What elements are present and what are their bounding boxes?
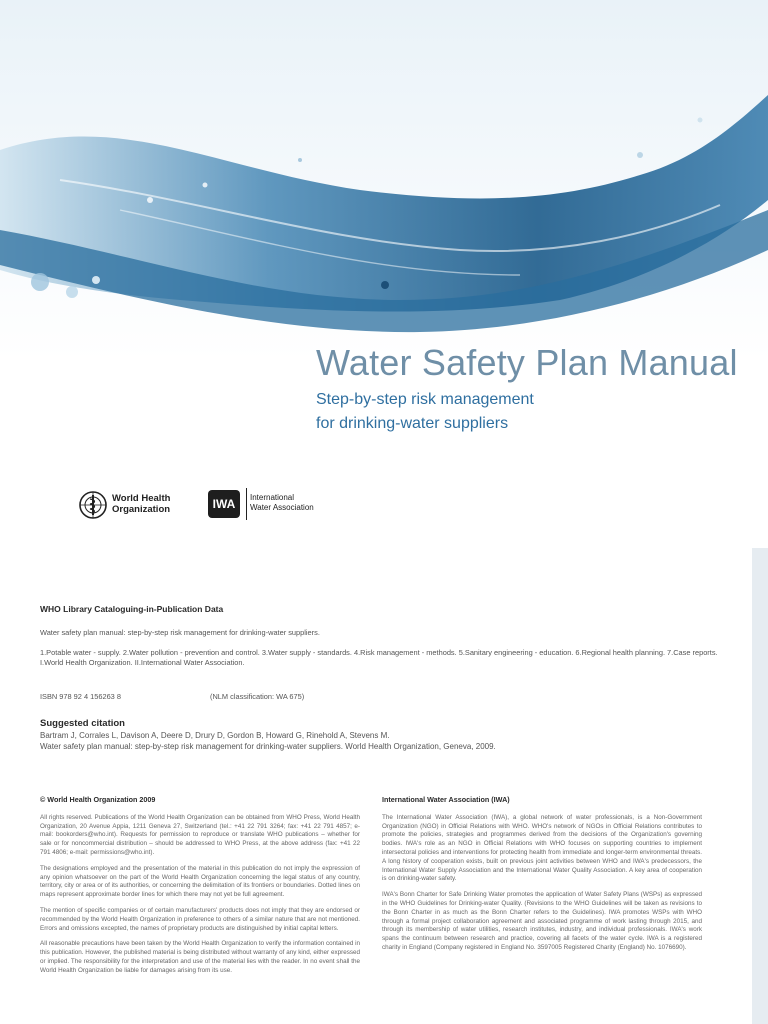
catalog-isbn-line xyxy=(40,692,720,702)
who-logo-text: World Health Organization xyxy=(112,493,171,515)
page-fold-edge xyxy=(752,548,768,1024)
citation-authors: Bartram J, Corrales L, Davison A, Deere D, Drury D, Gordon B, Howard G, Rinehold A, Stevens M. xyxy=(40,731,390,740)
document-title: Water Safety Plan Manual xyxy=(316,342,738,383)
who-copyright-paragraph: The mention of specific companies or of certain manufacturers' products does not imply that they are endorsed or recommended by the World Health Organization in preference to others of a similar nature that are not mentioned. Errors and omissions excepted, the names of proprietary products are distinguished by initial capital letters. xyxy=(40,906,360,932)
who-logo xyxy=(78,488,188,522)
who-copyright-paragraph: All rights reserved. Publications of the World Health Organization can be obtained from WHO Press, World Health Organization, 20 Avenue Appia, 1211 Geneva 27, Switzerland (tel.: +41 22 791 3264; fax: +41 22 791 4857; e-mail: bookorders@who.int). Requests for permission to reproduce or translate WHO publications – whether for sale or for noncommercial distribution – should be addressed to WHO Press, at the above address (fax: +41 22 791 4806; e-mail: permissions@who.int). xyxy=(40,813,360,856)
document-subtitle xyxy=(316,388,534,436)
citation-heading: Suggested citation xyxy=(40,718,125,729)
isbn: ISBN 978 92 4 156263 8 xyxy=(40,692,121,701)
cataloguing-data xyxy=(40,604,720,702)
subtitle-line-2: for drinking-water suppliers xyxy=(316,415,509,432)
who-copyright-heading: © World Health Organization 2009 xyxy=(40,795,156,804)
who-copyright-paragraph: The designations employed and the presentation of the material in this publication do not imply the expression of any opinion whatsoever on the part of the World Health Organization concerning the legal status of any country, territory, city or area or of its authorities, or concerning the delimitation of its frontiers or boundaries. Dotted lines on maps represent approximate border lines for which there may not yet be full agreement. xyxy=(40,864,360,899)
suggested-citation xyxy=(40,718,730,752)
iwa-logo-divider xyxy=(246,488,247,520)
catalog-entry: Water safety plan manual: step-by-step risk management for drinking-water suppliers. xyxy=(40,628,320,637)
who-copyright-paragraph: All reasonable precautions have been taken by the World Health Organization to verify the information contained in this publication. However, the published material is being distributed without warranty of any kind, either expressed or implied. The responsibility for the interpretation and use of the material lies with the reader. In no event shall the World Health Organization be liable for damages arising from its use. xyxy=(40,940,360,974)
iwa-logo xyxy=(208,488,328,522)
water-wave-image xyxy=(0,0,768,360)
iwa-info-paragraph: The International Water Association (IWA), a global network of water professionals, is a Non-Government Organization (NGO) in Official Relations with WHO. WHO's network of NGOs in Official Relations contributes to promote the policies, strategies and programmes derived from the decisions of the Organization's governing bodies. IWA's role as an NGO in Official Relations with WHO focuses on supporting countries to implement intersectoral policies and interventions for protecting health from immediate and longer-term environmental threats. A long history of cooperation exists, built on previous joint activities between WHO and IWA's predecessors, the International Water Supply Association and the International Water Quality Association. A key area of cooperation is on drinking-water safety. xyxy=(382,813,702,883)
citation-title: Water safety plan manual: step-by-step risk management for drinking-water suppliers. World Health Organization, Geneva, 2009. xyxy=(40,742,496,751)
catalog-subjects: 1.Potable water - supply. 2.Water pollution - prevention and control. 3.Water supply - standards. 4.Risk management - methods. 5.Sanitary engineering - education. 6.Regional health planning. 7.Case reports. I.World Health Organization. II.International Water Association. xyxy=(40,648,718,667)
iwa-info-column xyxy=(382,796,702,960)
subtitle-line-1: Step-by-step risk management xyxy=(316,391,534,408)
iwa-info-heading: International Water Association (IWA) xyxy=(382,795,510,804)
who-emblem-icon xyxy=(78,490,108,520)
iwa-mark-icon: IWA xyxy=(208,490,240,518)
iwa-info-paragraph: IWA's Bonn Charter for Safe Drinking Water promotes the application of Water Safety Plans (WSPs) as expressed in the WHO Guidelines for Drinking-water Quality. (Revisions to the WHO Guidelines will be taken as revisions to the Bonn Charter in as much as the Bonn Charter refers to the Guidelines). IWA promotes WSPs with WHO through a formal project collaboration agreement and associated programme of work lasting through 2015, and through its membership of water utilities, research institutes, industry, and individual professionals. IWA's work spans the continuum between research and practice, covering all facets of the water cycle. IWA is a registered charity in England (Company registered in England No. 3597005 Registered Charity (England) No. 1076690). xyxy=(382,891,702,951)
iwa-logo-text: International Water Association xyxy=(250,493,314,512)
catalog-heading: WHO Library Cataloguing-in-Publication Data xyxy=(40,604,224,614)
nlm-classification: (NLM classification: WA 675) xyxy=(210,692,305,701)
who-copyright-column xyxy=(40,796,360,983)
